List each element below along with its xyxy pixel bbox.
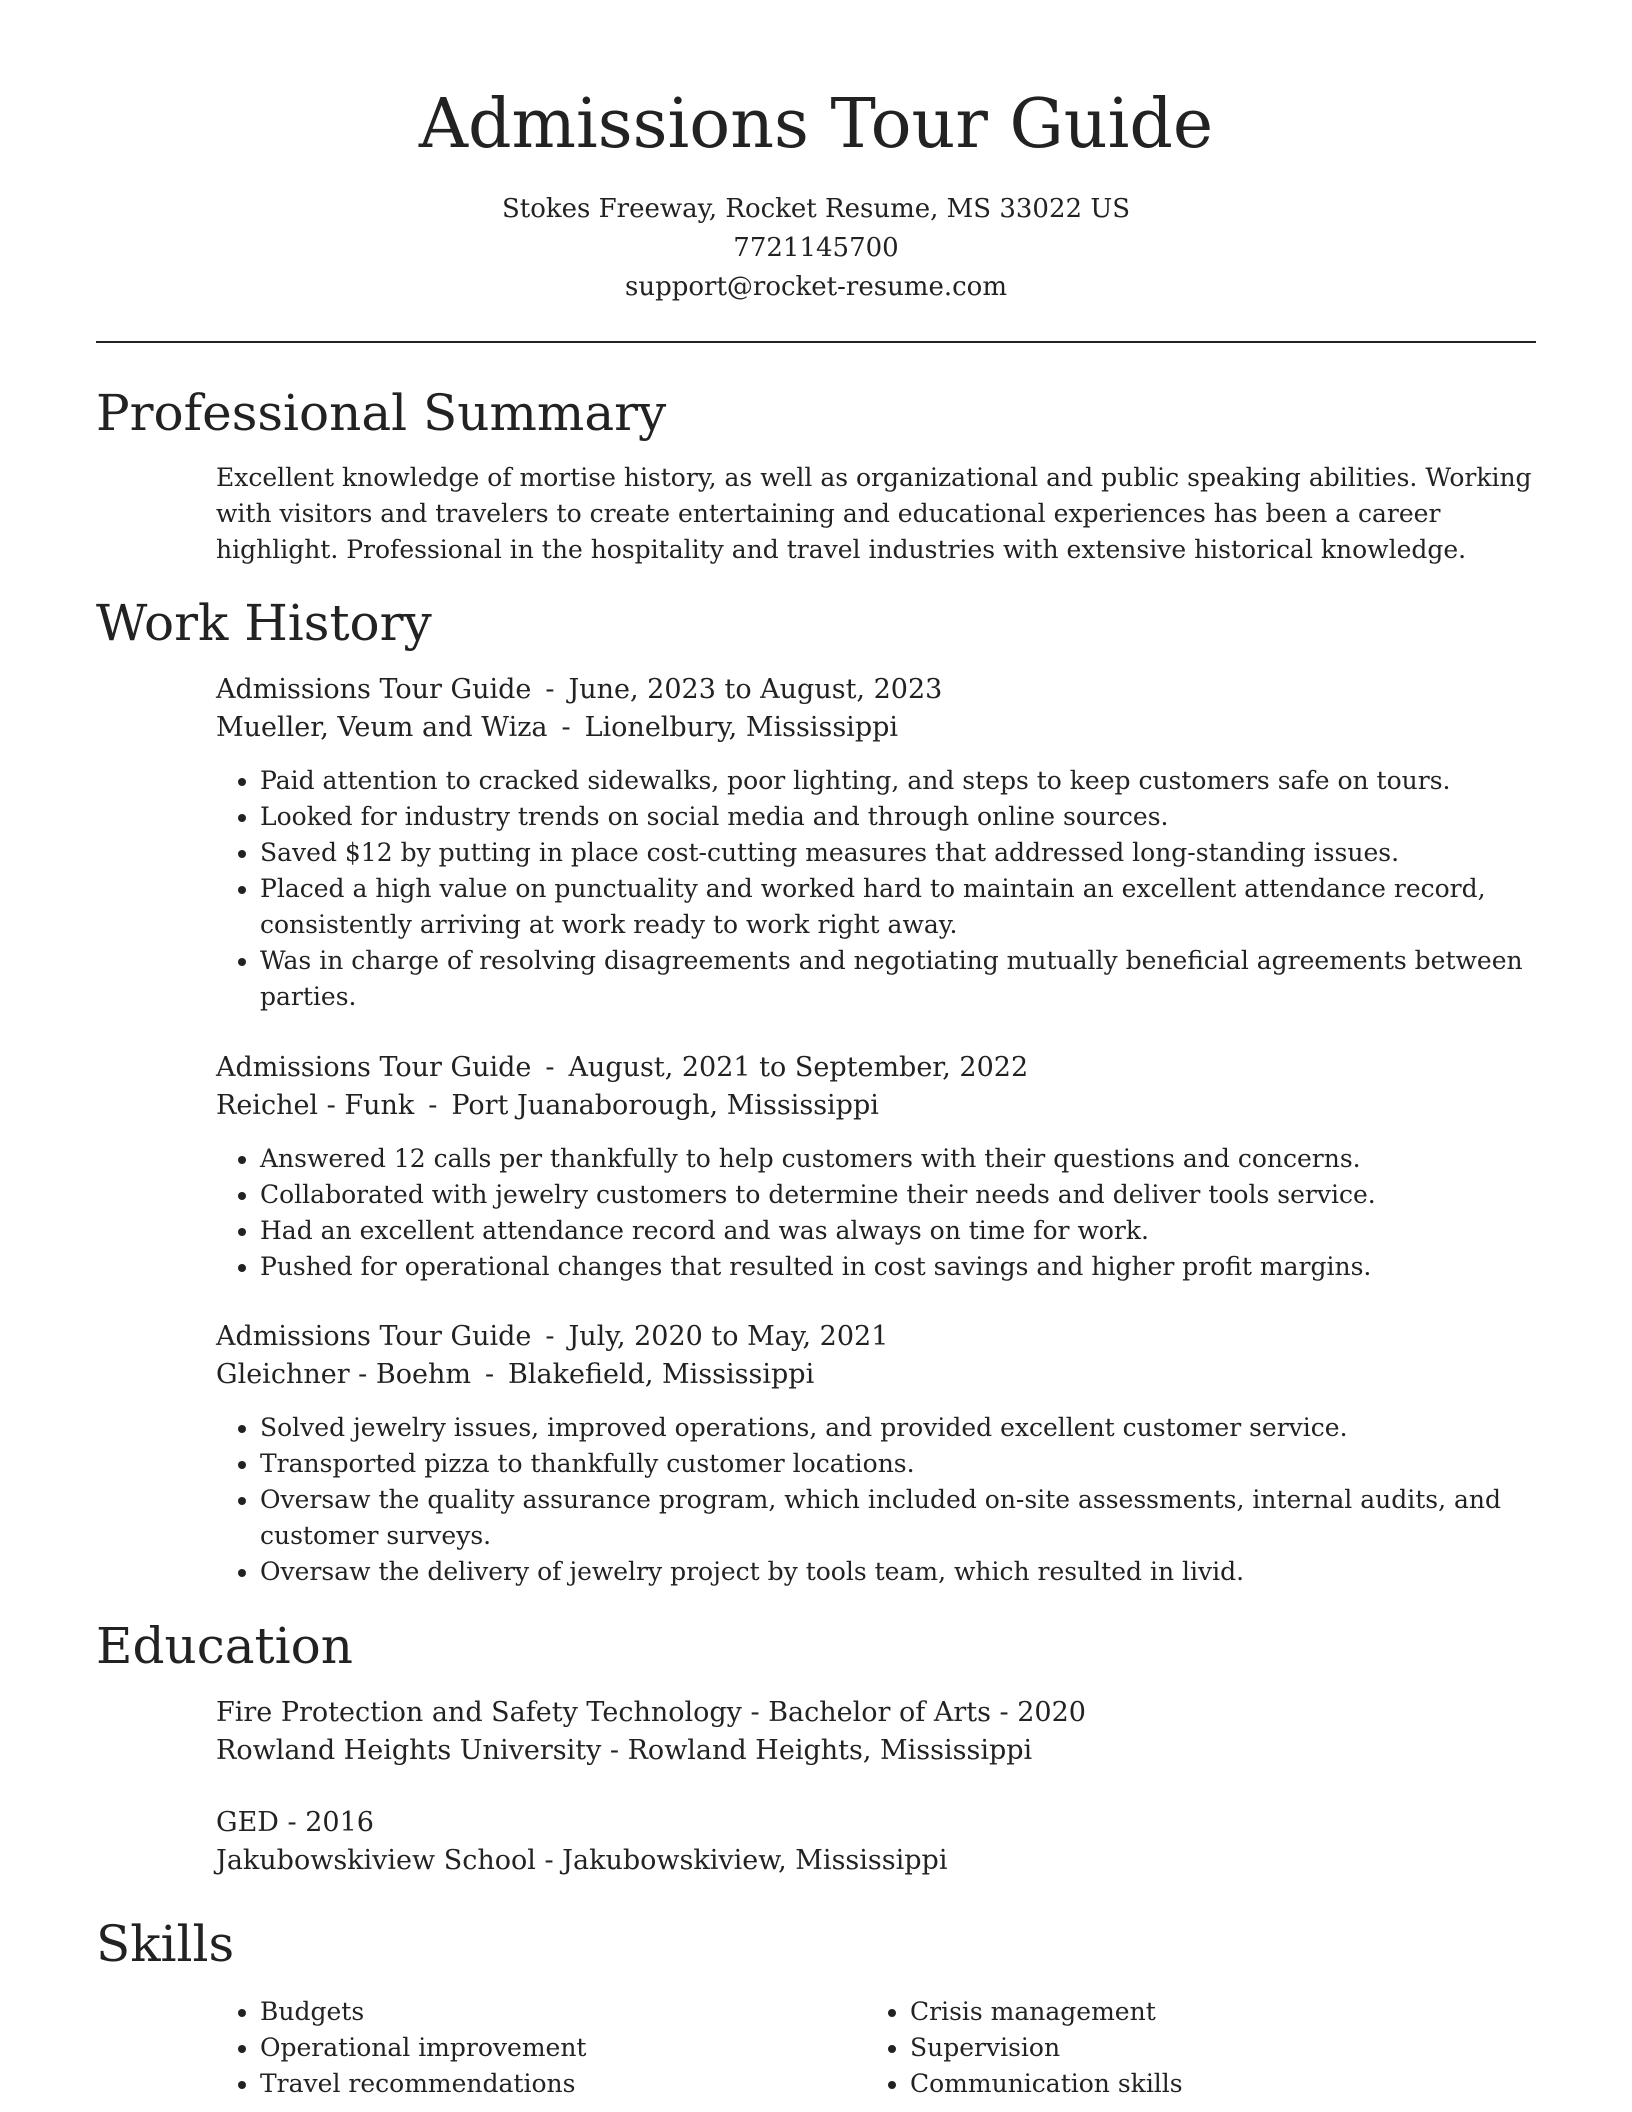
list-item: • Crisis management bbox=[910, 1994, 1183, 2030]
list-item: • Placed a high value on punctuality and worked hard to maintain an excellent attendance record, consistently arriving at work ready to work right away. bbox=[260, 871, 1546, 943]
job-role: Admissions Tour Guide bbox=[216, 674, 532, 705]
job-location: Port Juanaborough, Mississippi bbox=[451, 1090, 879, 1121]
list-item: • Solved jewelry issues, improved operations, and provided excellent customer service. bbox=[260, 1410, 1546, 1446]
contact-block bbox=[0, 190, 1632, 307]
list-item: • Paid attention to cracked sidewalks, poor lighting, and steps to keep customers safe on tours. bbox=[260, 763, 1546, 799]
job-title-line: Admissions Tour Guide - August, 2021 to September, 2022 bbox=[216, 1052, 1029, 1083]
education-heading: Education bbox=[96, 1617, 353, 1675]
job-dates: July, 2020 to May, 2021 bbox=[568, 1321, 889, 1352]
job-bullets bbox=[216, 763, 1546, 1015]
header-divider bbox=[96, 341, 1536, 343]
education-school-line: Rowland Heights University - Rowland Heights, Mississippi bbox=[216, 1735, 1033, 1766]
skills-list-right bbox=[866, 1994, 1183, 2102]
job-role: Admissions Tour Guide bbox=[216, 1321, 532, 1352]
job-employer: Reichel - Funk bbox=[216, 1090, 415, 1121]
job-employer: Gleichner - Boehm bbox=[216, 1359, 471, 1390]
contact-phone: 7721145700 bbox=[733, 233, 899, 263]
list-item: • Was in charge of resolving disagreements and negotiating mutually beneficial agreements between parties. bbox=[260, 943, 1546, 1015]
education-degree-line: Fire Protection and Safety Technology - Bachelor of Arts - 2020 bbox=[216, 1697, 1086, 1728]
list-item: • Oversaw the quality assurance program, which included on-site assessments, internal audits, and customer surveys. bbox=[260, 1482, 1546, 1554]
list-item: • Supervision bbox=[910, 2030, 1183, 2066]
job-location: Lionelbury, Mississippi bbox=[584, 712, 899, 743]
job-employer-line: Gleichner - Boehm - Blakefield, Mississippi bbox=[216, 1359, 815, 1390]
contact-address: Stokes Freeway, Rocket Resume, MS 33022 US bbox=[501, 194, 1131, 224]
job-title-line: Admissions Tour Guide - July, 2020 to May, 2021 bbox=[216, 1321, 889, 1352]
skills-list-left bbox=[216, 1994, 586, 2102]
work-history-heading: Work History bbox=[96, 594, 432, 652]
list-item: • Budgets bbox=[260, 1994, 586, 2030]
job-bullets bbox=[216, 1410, 1546, 1590]
list-item: • Collaborated with jewelry customers to determine their needs and deliver tools service. bbox=[260, 1177, 1546, 1213]
list-item: • Operational improvement bbox=[260, 2030, 586, 2066]
summary-heading: Professional Summary bbox=[96, 384, 667, 442]
summary-text: Excellent knowledge of mortise history, as well as organizational and public speaking abilities. Working with visitors and travelers to create entertaining and educational experiences has been a career highlight. Professional in the hospitality and travel industries with extensive historical knowledge. bbox=[216, 463, 1532, 564]
job-employer-line: Reichel - Funk - Port Juanaborough, Mississippi bbox=[216, 1090, 879, 1121]
education-degree-line: GED - 2016 bbox=[216, 1807, 374, 1838]
list-item: • Saved $12 by putting in place cost-cutting measures that addressed long-standing issues. bbox=[260, 835, 1546, 871]
job-employer: Mueller, Veum and Wiza bbox=[216, 712, 548, 743]
job-employer-line: Mueller, Veum and Wiza - Lionelbury, Mississippi bbox=[216, 712, 899, 743]
job-bullets bbox=[216, 1141, 1546, 1285]
job-location: Blakefield, Mississippi bbox=[508, 1359, 815, 1390]
contact-email: support@rocket-resume.com bbox=[624, 272, 1007, 302]
skills-heading: Skills bbox=[96, 1915, 235, 1973]
resume-name: Admissions Tour Guide bbox=[418, 85, 1214, 164]
job-dates: June, 2023 to August, 2023 bbox=[568, 674, 943, 705]
list-item: • Communication skills bbox=[910, 2066, 1183, 2102]
list-item: • Travel recommendations bbox=[260, 2066, 586, 2102]
list-item: • Looked for industry trends on social media and through online sources. bbox=[260, 799, 1546, 835]
list-item: • Transported pizza to thankfully customer locations. bbox=[260, 1446, 1546, 1482]
job-role: Admissions Tour Guide bbox=[216, 1052, 532, 1083]
list-item: • Pushed for operational changes that resulted in cost savings and higher profit margins. bbox=[260, 1249, 1546, 1285]
list-item: • Had an excellent attendance record and was always on time for work. bbox=[260, 1213, 1546, 1249]
education-school-line: Jakubowskiview School - Jakubowskiview, Mississippi bbox=[216, 1845, 948, 1876]
job-title-line: Admissions Tour Guide - June, 2023 to August, 2023 bbox=[216, 674, 943, 705]
list-item: • Answered 12 calls per thankfully to help customers with their questions and concerns. bbox=[260, 1141, 1546, 1177]
list-item: • Oversaw the delivery of jewelry project by tools team, which resulted in livid. bbox=[260, 1554, 1546, 1590]
job-dates: August, 2021 to September, 2022 bbox=[568, 1052, 1029, 1083]
